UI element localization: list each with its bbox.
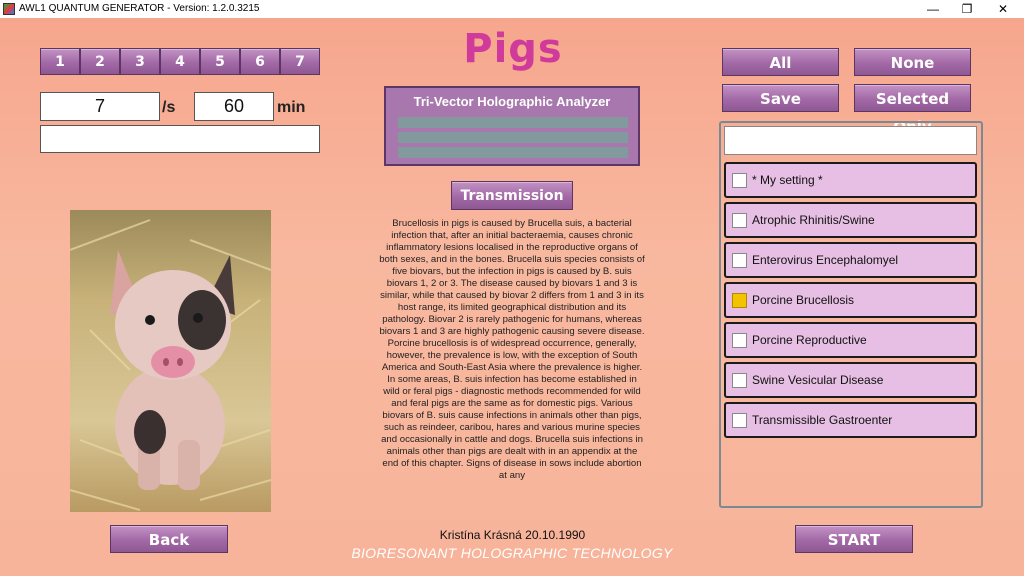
number-button-2[interactable]: 2: [80, 48, 120, 75]
duration-input[interactable]: 60: [194, 92, 274, 121]
holographic-analyzer: [384, 86, 640, 166]
list-item[interactable]: [724, 162, 977, 198]
analyzer-label: Tri-Vector Holographic Analyzer: [413, 94, 611, 109]
checkbox[interactable]: [732, 373, 747, 388]
text-field[interactable]: [40, 125, 320, 153]
list-item[interactable]: [724, 362, 977, 398]
description-text: Brucellosis in pigs is caused by Brucella suis, a bacterial infection that, after an initial bacteraemia, causes chronic inflammatory lesions localised in the reproductive organs of both sexes, and in the bones. Brucella suis species consists of five biovars, but the infection in pigs is caused by B. suis biovars 1, 2 or 3. The disease caused by biovars 1 and 3 is similar, while that caused by biovar 2 differs from 1 and 3 in its host range, its limited geographical distribution and its pathology. Biovar 2 is rarely pathogenic for humans, whereas biovars 1 and 3 are highly pathogenic causing severe disease. Porcine brucellosis is of widespread occurrence, generally, however, the prevalence is low, with the exception of South America and South-East Asia where the prevalence is higher. In some areas, B. suis infection has become established in wild or feral pigs - diagnostic methods recommended for wild and feral pigs are the same as for domestic pigs. Various biovars of B. suis cause infections in animals other than pigs, such as reindeer, caribou, hares and various murine species and occasionally in cattle and dogs. Brucella suis infections in animals other than pigs are dealt with in an appendix at the end of this chapter. Signs of disease in sows include abortion at any: [379, 218, 645, 481]
frequency-input[interactable]: 7: [40, 92, 160, 121]
checkbox[interactable]: [732, 253, 747, 268]
window-title: AWL1 QUANTUM GENERATOR - Version: 1.2.0.3215: [19, 3, 260, 14]
tagline: BIORESONANT HOLOGRAPHIC TECHNOLOGY: [351, 545, 673, 561]
list-item-label: Transmissible Gastroenter: [752, 413, 893, 427]
none-button[interactable]: None: [854, 48, 971, 76]
frequency-unit: /s: [162, 99, 176, 116]
list-item-label: Atrophic Rhinitis/Swine: [752, 213, 875, 227]
list-item-label: * My setting *: [752, 173, 823, 187]
checkbox-checked[interactable]: [732, 293, 747, 308]
analyzer-bar: [398, 132, 628, 143]
pig-illustration: [70, 210, 271, 512]
number-button-7[interactable]: 7: [280, 48, 320, 75]
number-button-1[interactable]: 1: [40, 48, 80, 75]
selected-only-button[interactable]: Selected: [854, 84, 971, 112]
list-item[interactable]: [724, 202, 977, 238]
number-button-3[interactable]: 3: [120, 48, 160, 75]
list-item-label: Swine Vesicular Disease: [752, 373, 884, 387]
save-button[interactable]: Save: [722, 84, 839, 112]
list-item-label: Enterovirus Encephalomyel: [752, 253, 899, 267]
close-icon[interactable]: ✕: [997, 2, 1009, 16]
transmission-button[interactable]: Transmission: [451, 181, 573, 210]
page-title: Pigs: [463, 26, 563, 72]
list-item[interactable]: [724, 322, 977, 358]
list-item[interactable]: [724, 242, 977, 278]
number-button-4[interactable]: 4: [160, 48, 200, 75]
window-titlebar: [0, 0, 1024, 18]
pig-photo: [70, 210, 271, 512]
analyzer-bar: [398, 117, 628, 128]
number-button-6[interactable]: 6: [240, 48, 280, 75]
user-name-date: Kristína Krásná 20.10.1990: [439, 528, 586, 542]
search-input[interactable]: [724, 126, 977, 155]
app-icon: [3, 3, 15, 15]
back-button[interactable]: Back: [110, 525, 228, 553]
checkbox[interactable]: [732, 413, 747, 428]
list-item[interactable]: [724, 282, 977, 318]
all-button[interactable]: All: [722, 48, 839, 76]
list-item-label: Porcine Reproductive: [752, 333, 867, 347]
duration-unit: min: [277, 99, 306, 116]
checkbox[interactable]: [732, 333, 747, 348]
analyzer-bar: [398, 147, 628, 158]
list-item-label: Porcine Brucellosis: [752, 293, 855, 307]
list-item[interactable]: [724, 402, 977, 438]
checkbox[interactable]: [732, 173, 747, 188]
start-button[interactable]: START: [795, 525, 913, 553]
number-button-5[interactable]: 5: [200, 48, 240, 75]
checkbox[interactable]: [732, 213, 747, 228]
minimize-icon[interactable]: —: [927, 2, 939, 16]
restore-icon[interactable]: ❐: [961, 2, 973, 16]
